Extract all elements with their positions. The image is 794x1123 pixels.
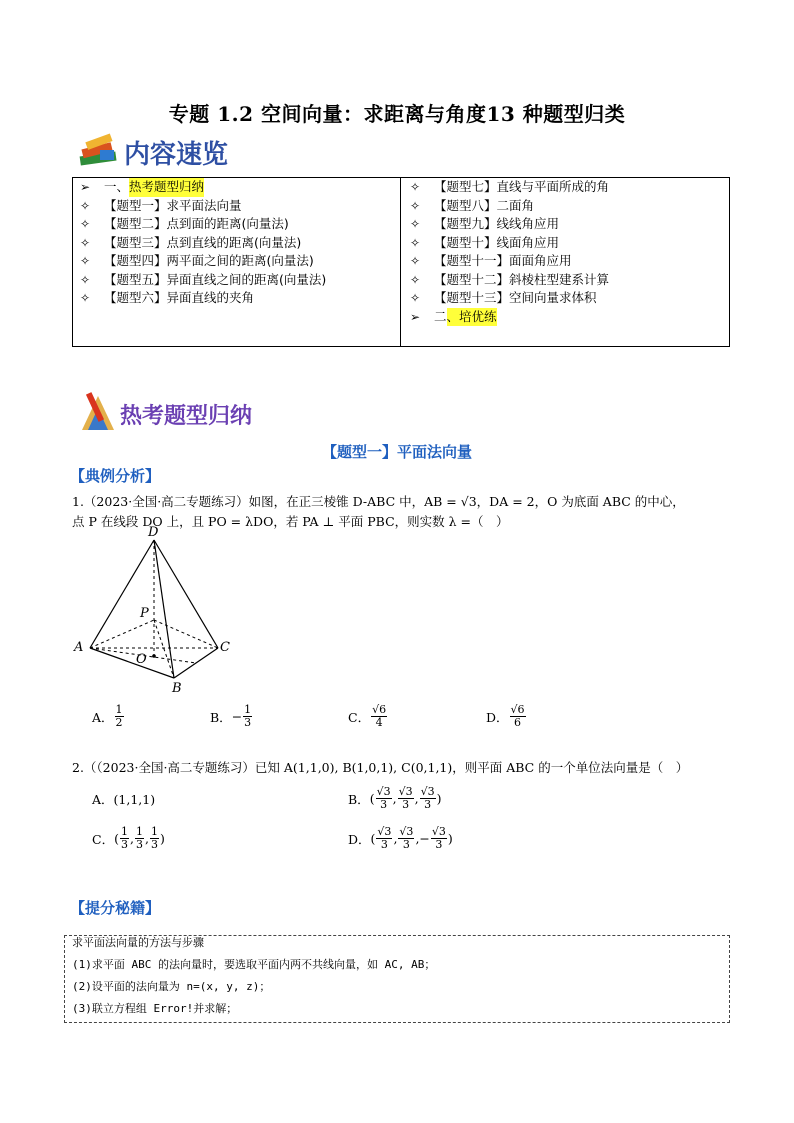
toc-left	[80, 178, 326, 308]
label-C: C	[220, 640, 230, 655]
toc-item[interactable]: ✧ 【题型九】线线角应用	[410, 216, 560, 231]
q1-line1: 1.（2023·全国·高二专题练习）如图，在正三棱锥 D-ABC 中，AB = √3，DA = 2，O 为底面 ABC 的中心，	[72, 494, 685, 509]
toc-item[interactable]: ✧ 【题型十二】斜棱柱型建系计算	[410, 271, 610, 287]
toc-item[interactable]: ✧ 【题型四】两平面之间的距离(向量法)	[80, 253, 314, 268]
toc-item[interactable]: ✧ 【题型十一】面面角应用	[410, 253, 572, 268]
tip-line: 求平面法向量的方法与步骤	[72, 936, 204, 949]
tip-line: (1)求平面 ABC 的法向量时，要选取平面内两不共线向量，如 AC, AB；	[72, 958, 436, 971]
toc-item[interactable]: ✧ 【题型三】点到直线的距离(向量法)	[80, 234, 302, 250]
q1-option-a[interactable]: A． $\frac{1}{2}$	[92, 703, 123, 729]
label-P: P	[140, 606, 149, 621]
q2-option-d[interactable]: D． ( $\frac{√3}{3}$ , $\frac{√3}{3}$ , − $\frac{√3}{3}$ )	[348, 825, 453, 851]
q1-option-c[interactable]: C． $\frac{√6}{4}$	[348, 703, 387, 729]
pencil-icon	[78, 390, 118, 434]
q2-option-a[interactable]: A．(1,1,1)	[92, 792, 156, 807]
q2-line1: 2.（（2023·全国·高二专题练习）已知 A(1,1,0), B(1,0,1), C(0,1,1)，则平面 ABC 的一个单位法向量是（ ）	[72, 760, 689, 775]
label-D: D	[148, 525, 159, 540]
q1-option-d[interactable]: D． $\frac{√6}{6}$	[486, 703, 525, 729]
q2-option-b[interactable]: B． ( $\frac{√3}{3}$ , $\frac{√3}{3}$ , $\frac{√3}{3}$ )	[348, 785, 442, 811]
pyramid-figure	[70, 525, 250, 700]
toc-item[interactable]: ✧ 【题型八】二面角	[410, 197, 535, 213]
toc-item[interactable]: ✧ 【题型七】直线与平面所成的角	[410, 179, 610, 194]
type1-heading: 【题型一】平面法向量	[321, 443, 472, 461]
toc-item[interactable]: ✧ 【题型五】异面直线之间的距离(向量法)	[80, 271, 327, 287]
tips-list	[72, 932, 435, 1020]
table-divider	[400, 177, 401, 347]
tips-heading: 【提分秘籍】	[70, 899, 161, 917]
example-heading: 【典例分析】	[70, 467, 161, 485]
toc-right	[410, 178, 609, 326]
toc-item[interactable]: ✧ 【题型六】异面直线的夹角	[80, 290, 255, 305]
label-O: O	[136, 652, 147, 667]
toc-item[interactable]: ✧ 【题型二】点到面的距离(向量法)	[80, 216, 289, 231]
toc-item[interactable]: ✧ 【题型十三】空间向量求体积	[410, 290, 597, 305]
overview-heading: 内容速览	[124, 140, 229, 170]
q2-option-c[interactable]: C． ( $\frac{1}{3}$ , $\frac{1}{3}$ , $\frac{1}{3}$ )	[92, 825, 165, 851]
tip-line: (2)设平面的法向量为 n=(x, y, z)；	[72, 980, 271, 993]
page-title: 专题 1.2 空间向量：求距离与角度13 种题型归类	[168, 102, 626, 126]
label-A: A	[74, 640, 84, 655]
toc-item[interactable]: ➢ 二 、培优练	[410, 308, 609, 327]
toc-item[interactable]: ✧ 【题型十】线面角应用	[410, 234, 560, 250]
q1-option-b[interactable]: B． − $\frac{1}{3}$	[210, 703, 252, 729]
label-B: B	[172, 681, 182, 696]
q1-line2: 点 P 在线段 DO 上，且 PO = λDO，若 PA ⊥ 平面 PBC，则实数 λ =（ ）	[72, 514, 509, 529]
tip-line: (3)联立方程组 Error!并求解；	[72, 1002, 238, 1015]
books-icon	[76, 132, 120, 168]
toc-item[interactable]: ➢ 一、 热考题型归纳	[80, 178, 326, 197]
toc-item[interactable]: ✧ 【题型一】求平面法向量	[80, 197, 242, 213]
hot-heading: 热考题型归纳	[120, 404, 253, 429]
